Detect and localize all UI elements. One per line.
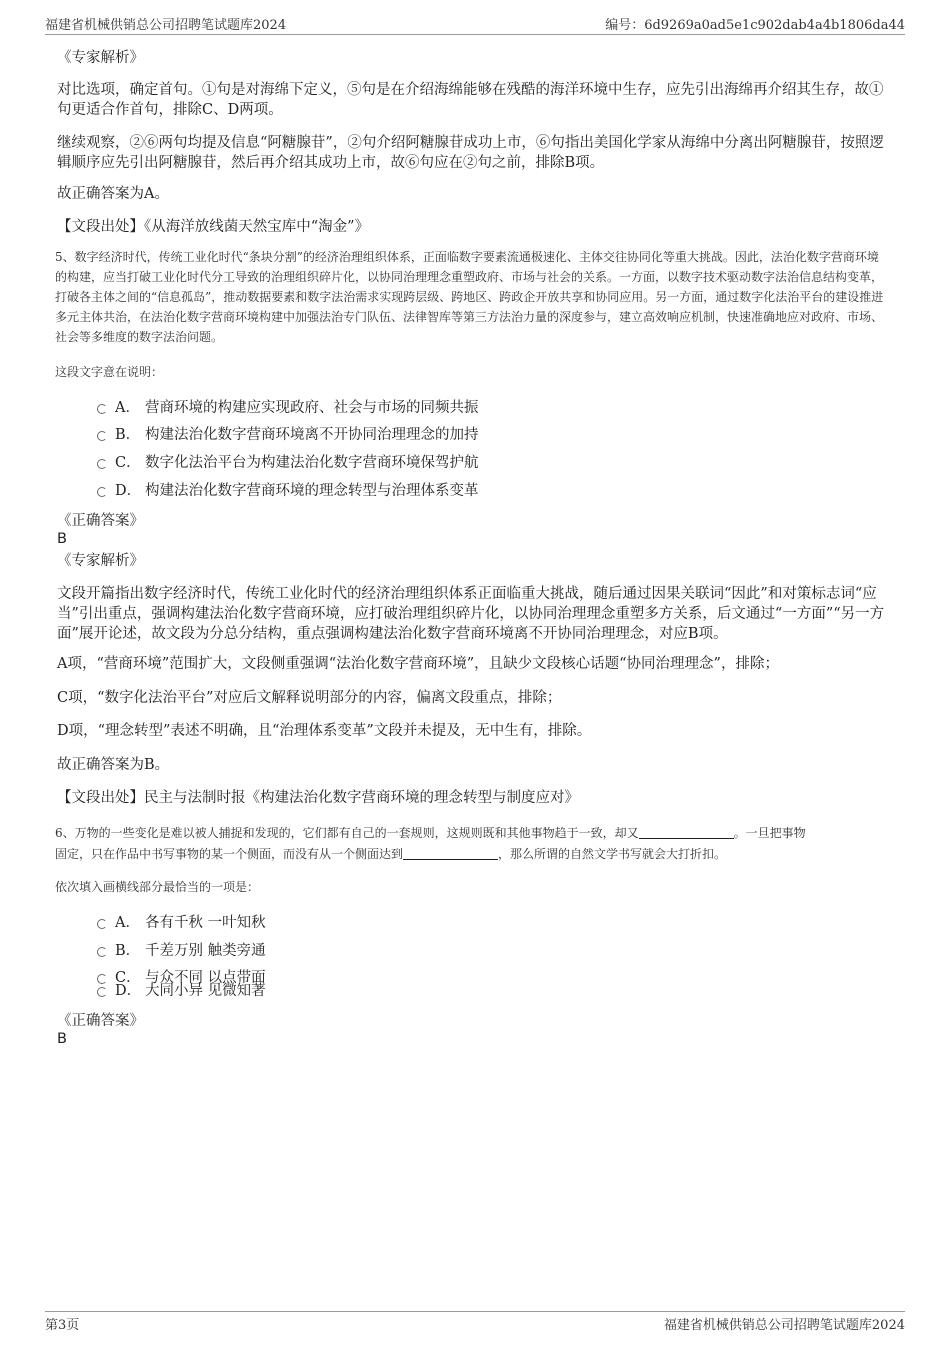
header-title: 福建省机械供销总公司招聘笔试题库2024 (45, 18, 287, 33)
option-text: 大同小异 见微知著 (145, 983, 266, 999)
q6-option-d[interactable] (97, 981, 266, 1001)
option-letter: B． (115, 943, 141, 959)
q6-stem-part-1: 6、万物的一些变化是难以被人捕捉和发现的，它们都有自己的一套规则，这规则既和其他事物趋于一致，却又 (55, 826, 639, 840)
page-number: 第3页 (45, 1318, 80, 1333)
q6-answer: B (57, 1031, 67, 1047)
q5-analysis-paragraph-1: 文段开篇指出数字经济时代，传统工业化时代的经济治理组织体系正面临重大挑战，随后通过因果关联词“因此”和对策标志词“应当”引出重点，强调构建法治化数字营商环境，应打破治理组织碎片化，以协同治理理念重塑多方关系，后文通过“一方面”“另一方面”展开论述，故文段为分总分结构，重点强调构建法治化数字营商环境离不开协同治理理念，对应B项。 (57, 586, 885, 642)
q6-prompt: 依次填入画横线部分最恰当的一项是： (55, 880, 260, 894)
option-text: 千差万别 触类旁通 (145, 943, 266, 959)
q4-conclusion: 故正确答案为A。 (57, 186, 169, 202)
radio-icon[interactable] (97, 919, 107, 929)
option-letter: B． (115, 427, 141, 443)
q6-stem-line-1 (55, 823, 806, 843)
option-text: 与众不同 以点带面 (145, 970, 266, 986)
option-text: 各有千秋 一叶知秋 (145, 915, 266, 931)
radio-icon[interactable] (97, 404, 107, 414)
q5-analysis-option-d: D项，“理念转型”表述不明确，且“治理体系变革”文段并未提及，无中生有，排除。 (57, 723, 592, 739)
q4-analysis-label: 《专家解析》 (57, 50, 144, 66)
footer-title: 福建省机械供销总公司招聘笔试题库2024 (663, 1318, 905, 1333)
q6-option-b[interactable] (97, 941, 266, 961)
radio-icon[interactable] (97, 459, 107, 469)
q5-conclusion: 故正确答案为B。 (57, 757, 170, 773)
option-letter: D． (115, 983, 142, 999)
answer-blank-2 (403, 847, 498, 860)
answer-blank-1 (639, 826, 734, 839)
q6-stem-part-4: ，那么所谓的自然文学书写就会大打折扣。 (498, 847, 727, 861)
q5-analysis-option-a: A项，“营商环境”范围扩大，文段侧重强调“法治化数字营商环境”，且缺少文段核心话题“协同治理理念”，排除； (57, 656, 779, 672)
radio-icon[interactable] (97, 987, 107, 997)
header-divider (45, 34, 905, 35)
option-letter: C． (115, 970, 141, 986)
q5-prompt: 这段文字意在说明： (55, 365, 164, 379)
q5-answer: B (57, 531, 67, 547)
q6-answer-label: 《正确答案》 (57, 1013, 144, 1029)
document-id: 编号：6d9269a0ad5e1c902dab4a4b1806da44 (605, 18, 905, 33)
option-letter: D． (115, 483, 142, 499)
q5-option-a[interactable] (97, 398, 479, 418)
q5-option-b[interactable] (97, 425, 479, 445)
option-letter: A． (115, 915, 140, 931)
q6-option-a[interactable] (97, 913, 266, 933)
option-text: 营商环境的构建应实现政府、社会与市场的同频共振 (145, 400, 479, 416)
q5-analysis-option-c: C项，“数字化法治平台”对应后文解释说明部分的内容，偏离文段重点，排除； (57, 690, 562, 706)
option-text: 构建法治化数字营商环境离不开协同治理理念的加持 (145, 427, 479, 443)
q5-option-d[interactable] (97, 481, 479, 501)
q5-stem: 5、数字经济时代，传统工业化时代“条块分割”的经济治理组织体系，正面临数字要素流通极速化、主体交往协同化等重大挑战。因此，法治化数字营商环境的构建，应当打破工业化时代分工导致的治理组织碎片化，以协同治理理念重塑政府、市场与社会的关系。一方面，以数字技术驱动数字法治信息结构变革，打破各主体之间的“信息孤岛”，推动数据要素和数字法治需求实现跨层级、跨地区、跨政企开放共享和协同应用。另一方面，通过数字化法治平台的建设推进多元主体共治，在法治化数字营商环境构建中加强法治专门队伍、法律智库等第三方法治力量的深度参与，建立高效响应机制，快速准确地应对政府、市场、社会等多维度的数字法治问题。 (55, 250, 884, 344)
option-text: 构建法治化数字营商环境的理念转型与治理体系变革 (145, 483, 479, 499)
radio-icon[interactable] (97, 431, 107, 441)
q5-analysis-label: 《专家解析》 (57, 553, 144, 569)
q5-option-c[interactable] (97, 453, 479, 473)
q5-answer-label: 《正确答案》 (57, 513, 144, 529)
q4-analysis-paragraph-2: 继续观察，②⑥两句均提及信息“阿糖腺苷”，②句介绍阿糖腺苷成功上市，⑥句指出美国化学家从海绵中分离出阿糖腺苷，按照逻辑顺序应先引出阿糖腺苷，然后再介绍其成功上市，故⑥句应在②句之前，排除B项。 (57, 135, 884, 171)
q4-source: 【文段出处】《从海洋放线菌天然宝库中“淘金”》 (57, 219, 370, 235)
option-text: 数字化法治平台为构建法治化数字营商环境保驾护航 (145, 455, 479, 471)
q6-stem-part-3: 固定，只在作品中书写事物的某一个侧面，而没有从一个侧面达到 (55, 847, 404, 861)
radio-icon[interactable] (97, 947, 107, 957)
option-letter: C． (115, 455, 141, 471)
q6-stem-line-2 (55, 844, 726, 864)
q4-analysis-paragraph-1: 对比选项，确定首句。①句是对海绵下定义，⑤句是在介绍海绵能够在残酷的海洋环境中生存，应先引出海绵再介绍其生存，故①句更适合作首句，排除C、D两项。 (57, 82, 884, 118)
option-letter: A． (115, 400, 140, 416)
q6-stem-part-2: 。一旦把事物 (733, 826, 806, 840)
q5-source: 【文段出处】民主与法制时报《构建法治化数字营商环境的理念转型与制度应对》 (57, 790, 579, 806)
footer-divider (45, 1311, 905, 1312)
radio-icon[interactable] (97, 487, 107, 497)
